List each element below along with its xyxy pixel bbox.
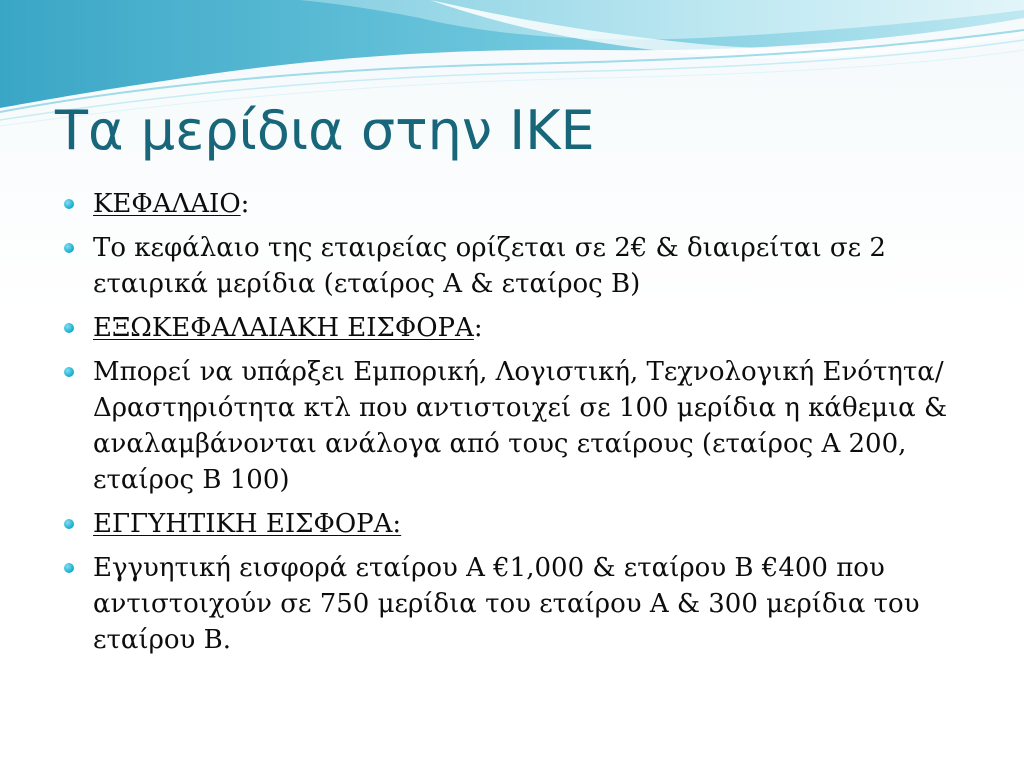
bullet-point-icon <box>64 199 74 209</box>
bullet-point-icon <box>64 563 74 573</box>
bullet-extra-capital-heading <box>62 310 972 346</box>
bullet-text: Εγγυητική εισφορά εταίρου Α €1,000 & εταίρου Β €400 που αντιστοιχούν σε 750 μερίδια του εταίρου Α & 300 μερίδια του εταίρου Β. <box>93 553 920 655</box>
bullet-guarantee-body <box>62 550 972 658</box>
bullet-capital-body <box>62 230 972 302</box>
bullet-point-icon <box>64 519 74 529</box>
bullet-point-icon <box>64 243 74 253</box>
bullet-text: Το κεφάλαιο της εταιρείας ορίζεται σε 2€ & διαιρείται σε 2 εταιρικά μερίδια (εταίρος Α & εταίρος Β) <box>93 233 886 299</box>
bullet-point-icon <box>64 367 74 377</box>
heading-capital: ΚΕΦΑΛΑΙΟ <box>93 189 241 219</box>
heading-colon: : <box>240 189 250 219</box>
heading-extra-capital-contribution: ΕΞΩΚΕΦΑΛΑΙΑΚΗ ΕΙΣΦΟΡΑ <box>93 313 474 343</box>
bullet-capital-heading <box>62 186 972 222</box>
bullet-text: Μπορεί να υπάρξει Εμπορική, Λογιστική, Τεχνολογική Ενότητα/Δραστηριότητα κτλ που αντιστοιχεί σε 100 μερίδια η κάθεμια & αναλαμβάνονται ανάλογα από τους εταίρους (εταίρος Α 200, εταίρος Β 100) <box>93 357 948 495</box>
bullet-extra-capital-body <box>62 354 972 498</box>
heading-guarantee-contribution: ΕΓΓΥΗΤΙΚΗ ΕΙΣΦΟΡΑ: <box>93 509 402 539</box>
bullet-guarantee-heading <box>62 506 972 542</box>
slide-title: Τα μερίδια στην ΙΚΕ <box>55 99 595 162</box>
bullet-point-icon <box>64 323 74 333</box>
heading-colon: : <box>473 313 483 343</box>
bullet-list <box>62 186 972 666</box>
